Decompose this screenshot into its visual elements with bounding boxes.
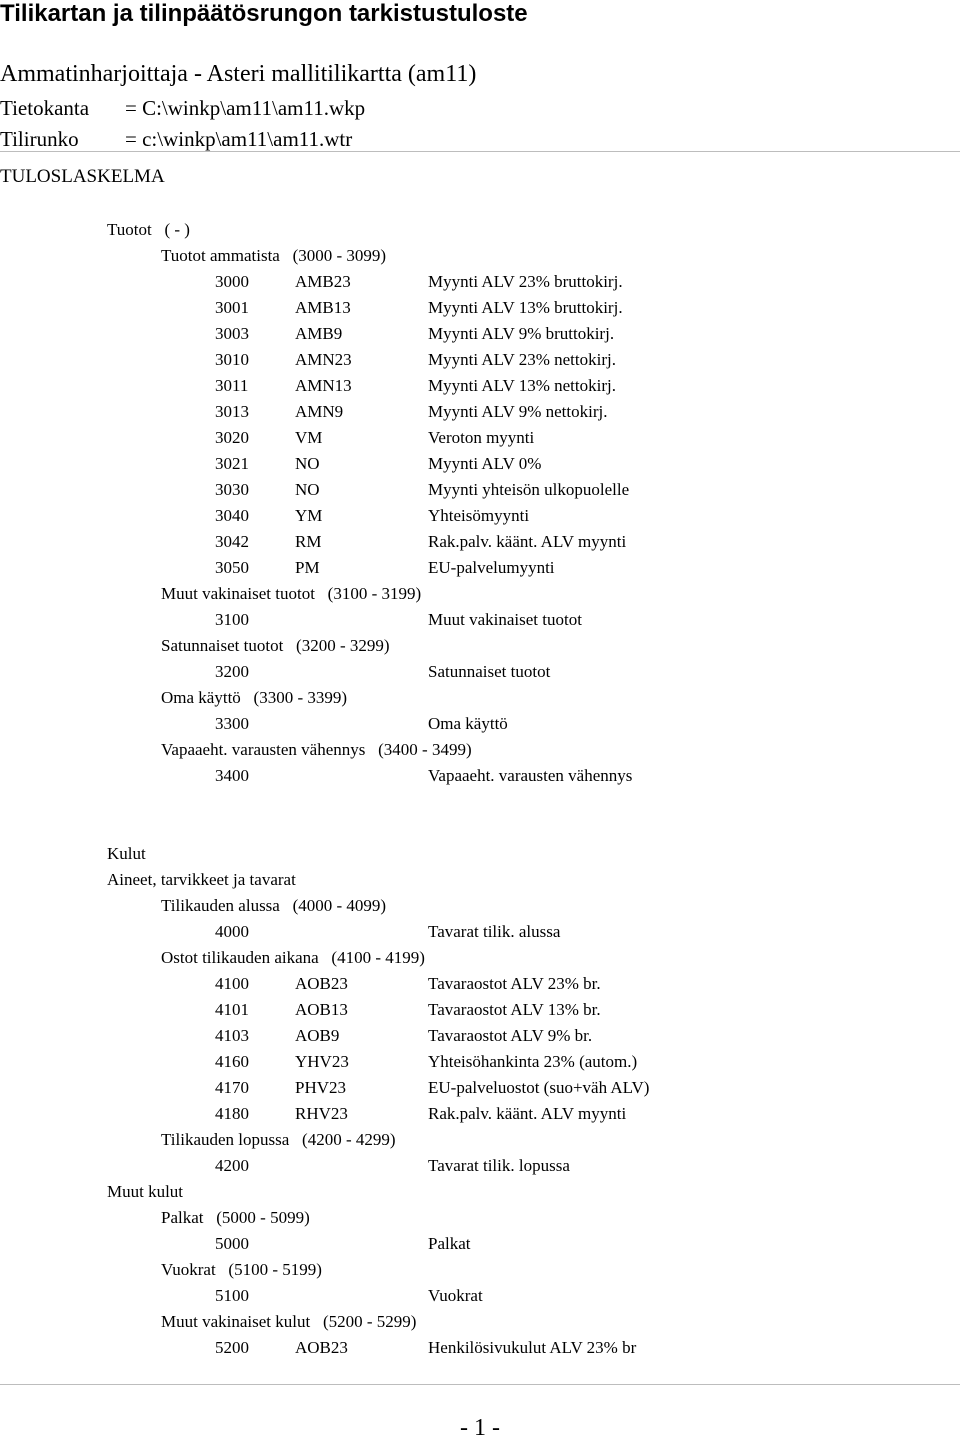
account-number: 4101 <box>215 1000 249 1019</box>
vat-code: AMN13 <box>295 376 352 395</box>
account-row <box>0 322 960 346</box>
group-label: Tuotot ( - ) <box>107 220 190 239</box>
account-row <box>0 556 960 580</box>
account-number: 4100 <box>215 974 249 993</box>
group-label: Palkat (5000 - 5099) <box>161 1208 310 1227</box>
account-name: Yhteisöhankinta 23% (autom.) <box>428 1052 638 1071</box>
account-name: Vapaaeht. varausten vähennys <box>428 766 633 785</box>
subgroup-heading <box>0 946 960 970</box>
account-row <box>0 660 960 684</box>
account-number: 3000 <box>215 272 249 291</box>
account-name: Vuokrat <box>428 1286 483 1305</box>
account-row <box>0 504 960 528</box>
account-row <box>0 296 960 320</box>
vat-code: RM <box>295 532 322 551</box>
account-number: 4170 <box>215 1078 249 1097</box>
account-row <box>0 1076 960 1100</box>
group-label: Vapaaeht. varausten vähennys (3400 - 3499) <box>161 740 472 759</box>
account-row <box>0 764 960 788</box>
account-name: Myynti ALV 23% bruttokirj. <box>428 272 623 291</box>
subgroup-heading <box>0 244 960 268</box>
account-name: Henkilösivukulut ALV 23% br <box>428 1338 637 1357</box>
subgroup-heading <box>0 582 960 606</box>
account-name: Oma käyttö <box>428 714 508 733</box>
account-row <box>0 530 960 554</box>
account-row <box>0 270 960 294</box>
account-number: 3013 <box>215 402 249 421</box>
account-name: Rak.palv. käänt. ALV myynti <box>428 1104 627 1123</box>
account-name: Myynti yhteisön ulkopuolelle <box>428 480 630 499</box>
account-row <box>0 452 960 476</box>
account-row <box>0 1284 960 1308</box>
subgroup-heading <box>0 1258 960 1282</box>
account-name: Tavaraostot ALV 23% br. <box>428 974 601 993</box>
account-number: 3100 <box>215 610 249 629</box>
section-heading: TULOSLASKELMA <box>0 166 165 187</box>
account-row <box>0 1050 960 1074</box>
subgroup-heading <box>0 894 960 918</box>
account-number: 4160 <box>215 1052 249 1071</box>
vat-code: RHV23 <box>295 1104 348 1123</box>
account-row <box>0 712 960 736</box>
report-title: Tilikartan ja tilinpäätösrungon tarkistustuloste <box>0 0 528 27</box>
group-label: Tilikauden lopussa (4200 - 4299) <box>161 1130 396 1149</box>
account-number: 3030 <box>215 480 249 499</box>
account-number: 3042 <box>215 532 249 551</box>
subgroup-heading <box>0 686 960 710</box>
blank-row <box>0 816 960 840</box>
account-number: 4200 <box>215 1156 249 1175</box>
account-name: Myynti ALV 0% <box>428 454 542 473</box>
vat-code: AOB23 <box>295 974 348 993</box>
group-heading <box>0 218 960 242</box>
group-label: Oma käyttö (3300 - 3399) <box>161 688 348 707</box>
account-row <box>0 348 960 372</box>
vat-code: AMB13 <box>295 298 351 317</box>
account-number: 5100 <box>215 1286 249 1305</box>
account-row <box>0 920 960 944</box>
footer-divider <box>0 1384 960 1385</box>
account-number: 3020 <box>215 428 249 447</box>
account-row <box>0 426 960 450</box>
account-name: Myynti ALV 9% nettokirj. <box>428 402 608 421</box>
account-name: Tavarat tilik. lopussa <box>428 1156 570 1175</box>
blank-row <box>0 790 960 814</box>
account-name: Myynti ALV 13% nettokirj. <box>428 376 616 395</box>
vat-code: AMB23 <box>295 272 351 291</box>
account-name: Tavaraostot ALV 13% br. <box>428 1000 601 1019</box>
account-name: Rak.palv. käänt. ALV myynti <box>428 532 627 551</box>
group-label: Vuokrat (5100 - 5199) <box>161 1260 322 1279</box>
account-name: Satunnaiset tuotot <box>428 662 551 681</box>
account-number: 3011 <box>215 376 249 395</box>
subgroup-heading <box>0 1128 960 1152</box>
account-number: 4180 <box>215 1104 249 1123</box>
account-number: 3050 <box>215 558 249 577</box>
group-label: Aineet, tarvikkeet ja tavarat <box>107 870 296 889</box>
account-number: 3003 <box>215 324 249 343</box>
vat-code: PHV23 <box>295 1078 347 1097</box>
account-row <box>0 374 960 398</box>
vat-code: AMB9 <box>295 324 343 343</box>
account-name: Muut vakinaiset tuotot <box>428 610 582 629</box>
group-label: Muut vakinaiset tuotot (3100 - 3199) <box>161 584 422 603</box>
group-label: Ostot tilikauden aikana (4100 - 4199) <box>161 948 425 967</box>
vat-code: AOB13 <box>295 1000 348 1019</box>
account-name: Tavaraostot ALV 9% br. <box>428 1026 593 1045</box>
group-heading <box>0 1180 960 1204</box>
account-number: 3400 <box>215 766 249 785</box>
vat-code: PM <box>295 558 320 577</box>
account-number: 3001 <box>215 298 249 317</box>
framework-label: Tilirunko <box>0 127 79 151</box>
vat-code: NO <box>295 480 320 499</box>
group-heading <box>0 868 960 892</box>
account-row <box>0 1336 960 1360</box>
account-name: Myynti ALV 13% bruttokirj. <box>428 298 623 317</box>
group-label: Muut vakinaiset kulut (5200 - 5299) <box>161 1312 417 1331</box>
vat-code: YHV23 <box>295 1052 349 1071</box>
account-name: Myynti ALV 9% bruttokirj. <box>428 324 615 343</box>
database-label: Tietokanta <box>0 96 90 120</box>
vat-code: NO <box>295 454 320 473</box>
account-number: 5000 <box>215 1234 249 1253</box>
vat-code: YM <box>295 506 323 525</box>
account-row <box>0 1232 960 1256</box>
account-number: 5200 <box>215 1338 249 1357</box>
vat-code: AOB23 <box>295 1338 348 1357</box>
account-number: 3300 <box>215 714 249 733</box>
account-row <box>0 1024 960 1048</box>
group-label: Tilikauden alussa (4000 - 4099) <box>161 896 387 915</box>
page-number: - 1 - <box>460 1415 500 1441</box>
account-row <box>0 998 960 1022</box>
group-heading <box>0 842 960 866</box>
group-label: Kulut <box>107 844 146 863</box>
group-label: Satunnaiset tuotot (3200 - 3299) <box>161 636 390 655</box>
group-label: Muut kulut <box>107 1182 184 1201</box>
account-row <box>0 1102 960 1126</box>
account-number: 4103 <box>215 1026 249 1045</box>
account-row <box>0 972 960 996</box>
chart-name: Ammatinharjoittaja - Asteri mallitilikartta (am11) <box>0 61 477 87</box>
account-name: Tavarat tilik. alussa <box>428 922 561 941</box>
subgroup-heading <box>0 634 960 658</box>
account-number: 3200 <box>215 662 249 681</box>
framework-value: = c:\winkp\am11\am11.wtr <box>125 127 353 151</box>
account-number: 3040 <box>215 506 249 525</box>
header-divider <box>0 151 960 152</box>
vat-code: VM <box>295 428 323 447</box>
account-row <box>0 608 960 632</box>
account-number: 3010 <box>215 350 249 369</box>
account-name: EU-palvelumyynti <box>428 558 555 577</box>
account-row <box>0 400 960 424</box>
account-number: 3021 <box>215 454 249 473</box>
vat-code: AMN23 <box>295 350 352 369</box>
account-row <box>0 478 960 502</box>
vat-code: AMN9 <box>295 402 344 421</box>
account-name: Myynti ALV 23% nettokirj. <box>428 350 616 369</box>
account-row <box>0 1154 960 1178</box>
subgroup-heading <box>0 1206 960 1230</box>
account-number: 4000 <box>215 922 249 941</box>
account-name: Yhteisömyynti <box>428 506 530 525</box>
account-name: Palkat <box>428 1234 471 1253</box>
subgroup-heading <box>0 738 960 762</box>
subgroup-heading <box>0 1310 960 1334</box>
account-name: Veroton myynti <box>428 428 535 447</box>
vat-code: AOB9 <box>295 1026 340 1045</box>
group-label: Tuotot ammatista (3000 - 3099) <box>161 246 387 265</box>
account-name: EU-palveluostot (suo+väh ALV) <box>428 1078 650 1097</box>
database-value: = C:\winkp\am11\am11.wkp <box>125 96 366 120</box>
